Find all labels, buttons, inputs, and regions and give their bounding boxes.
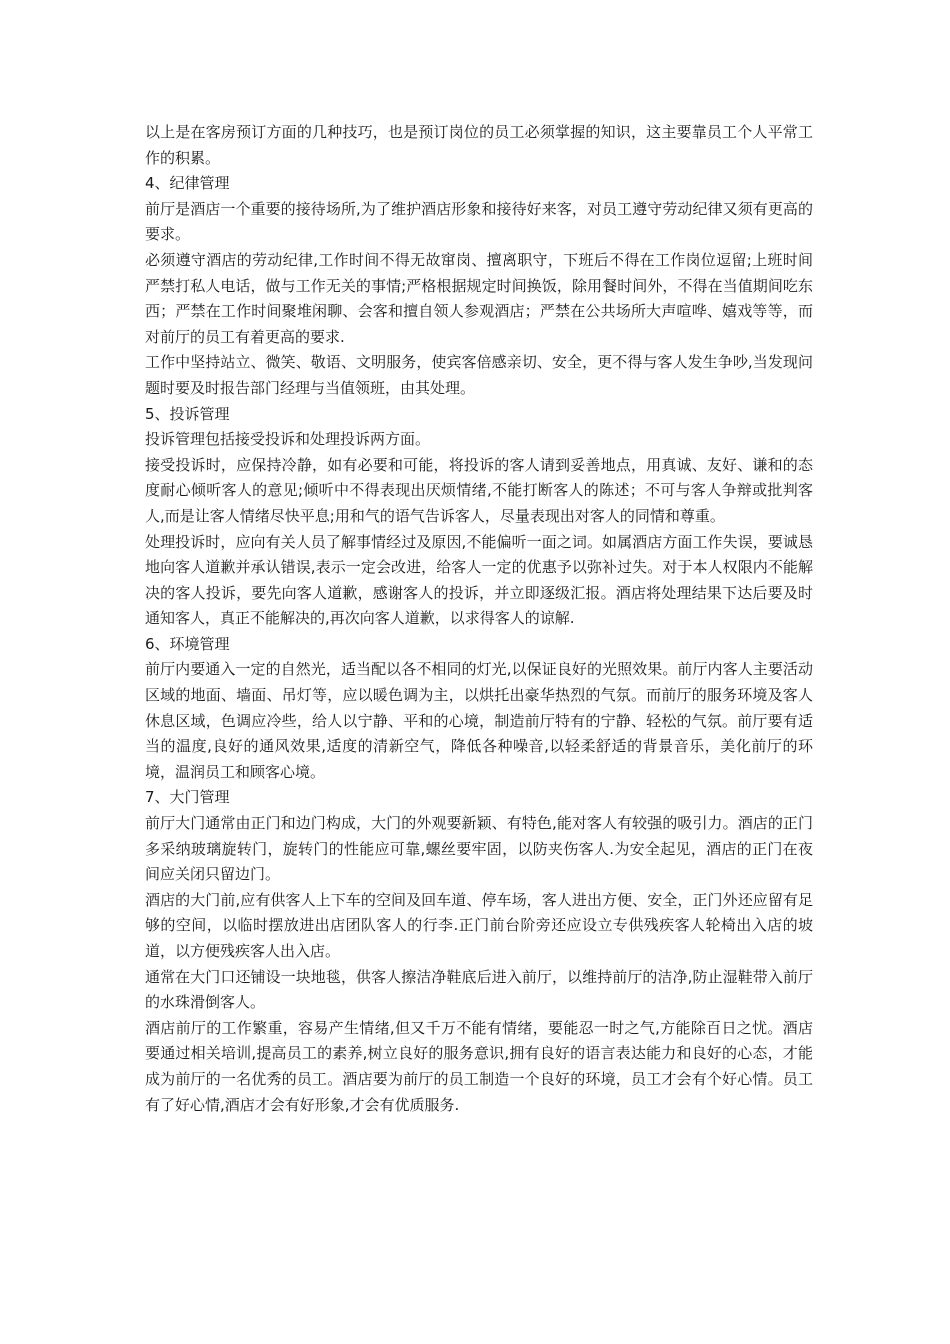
paragraph-text: 工作中坚持站立、微笑、敬语、文明服务，使宾客倍感亲切、安全，更不得与客人发生争吵,当发现问题时要及时报告部门经理与当值领班，由其处理。 bbox=[145, 353, 813, 397]
paragraph-text: 处理投诉时，应向有关人员了解事情经过及原因,不能偏听一面之词。如属酒店方面工作失误，要诚恳地向客人道歉并承认错误,表示一定会改进，给客人一定的优惠予以弥补过失。对于本人权限内不能解决的客人投诉，要先向客人道歉，感谢客人的投诉，并立即逐级汇报。酒店将处理结果下达后要及时通知客人，真正不能解决的,再次向客人道歉，以求得客人的谅解. bbox=[145, 532, 813, 628]
paragraph-text: 酒店前厅的工作繁重，容易产生情绪,但又千万不能有情绪，要能忍一时之气,方能除百日之忧。酒店要通过相关培训,提高员工的素养,树立良好的服务意识,拥有良好的语言表达能力和良好的心态，才能成为前厅的一名优秀的员工。酒店要为前厅的员工制造一个良好的环境，员工才会有个好心情。员工有了好心情,酒店才会有好形象,才会有优质服务. bbox=[145, 1018, 813, 1114]
section-heading-environment: 6、环境管理 bbox=[145, 634, 230, 653]
paragraph-text: 以上是在客房预订方面的几种技巧，也是预订岗位的员工必须掌握的知识，这主要靠员工个人平常工作的积累。 bbox=[145, 123, 813, 167]
paragraph-text: 接受投诉时，应保持冷静，如有必要和可能，将投诉的客人请到妥善地点，用真诚、友好、谦和的态度耐心倾听客人的意见;倾听中不得表现出厌烦情绪,不能打断客人的陈述；不可与客人争辩或批判客人,而是让客人情绪尽快平息;用和气的语气告诉客人，尽量表现出对客人的同情和尊重。 bbox=[145, 455, 813, 525]
section-heading-complaints: 5、投诉管理 bbox=[145, 404, 230, 423]
paragraph-text: 投诉管理包括接受投诉和处理投诉两方面。 bbox=[145, 430, 431, 449]
paragraph-text: 必须遵守酒店的劳动纪律,工作时间不得无故窜岗、擅离职守，下班后不得在工作岗位逗留;上班时间严禁打私人电话，做与工作无关的事情;严格根据规定时间换饭，除用餐时间外，不得在当值期间吃东西；严禁在工作时间聚堆闲聊、会客和擅自领人参观酒店；严禁在公共场所大声喧哗、嬉戏等等，而对前厅的员工有着更高的要求. bbox=[145, 250, 813, 346]
paragraph-text: 前厅大门通常由正门和边门构成，大门的外观要新颖、有特色,能对客人有较强的吸引力。酒店的正门多采纳玻璃旋转门，旋转门的性能应可靠,螺丝要牢固，以防夹伤客人.为安全起见，酒店的正门在夜间应关闭只留边门。 bbox=[145, 814, 813, 884]
paragraph-text: 酒店的大门前,应有供客人上下车的空间及回车道、停车场，客人进出方便、安全，正门外还应留有足够的空间，以临时摆放进出店团队客人的行李.正门前台阶旁还应设立专供残疾客人轮椅出入店的坡道，以方便残疾客人出入店。 bbox=[145, 890, 813, 960]
document-page bbox=[145, 120, 813, 1118]
paragraph-text: 前厅是酒店一个重要的接待场所,为了维护酒店形象和接待好来客，对员工遵守劳动纪律又须有更高的要求。 bbox=[145, 199, 813, 244]
paragraph-text: 前厅内要通入一定的自然光，适当配以各不相同的灯光,以保证良好的光照效果。前厅内客人主要活动区域的地面、墙面、吊灯等，应以暖色调为主，以烘托出豪华热烈的气氛。而前厅的服务环境及客人休息区域，色调应冷些，给人以宁静、平和的心境，制造前厅特有的宁静、轻松的气氛。前厅要有适当的温度,良好的通风效果,适度的清新空气，降低各种噪音,以轻柔舒适的背景音乐，美化前厅的环境，温润员工和顾客心境。 bbox=[145, 660, 813, 781]
section-heading-discipline: 4、纪律管理 bbox=[145, 174, 230, 193]
paragraph-text: 通常在大门口还铺设一块地毯，供客人擦洁净鞋底后进入前厅，以维持前厅的洁净,防止湿鞋带入前厅的水珠滑倒客人。 bbox=[145, 967, 813, 1012]
section-heading-entrance: 7、大门管理 bbox=[145, 788, 230, 807]
